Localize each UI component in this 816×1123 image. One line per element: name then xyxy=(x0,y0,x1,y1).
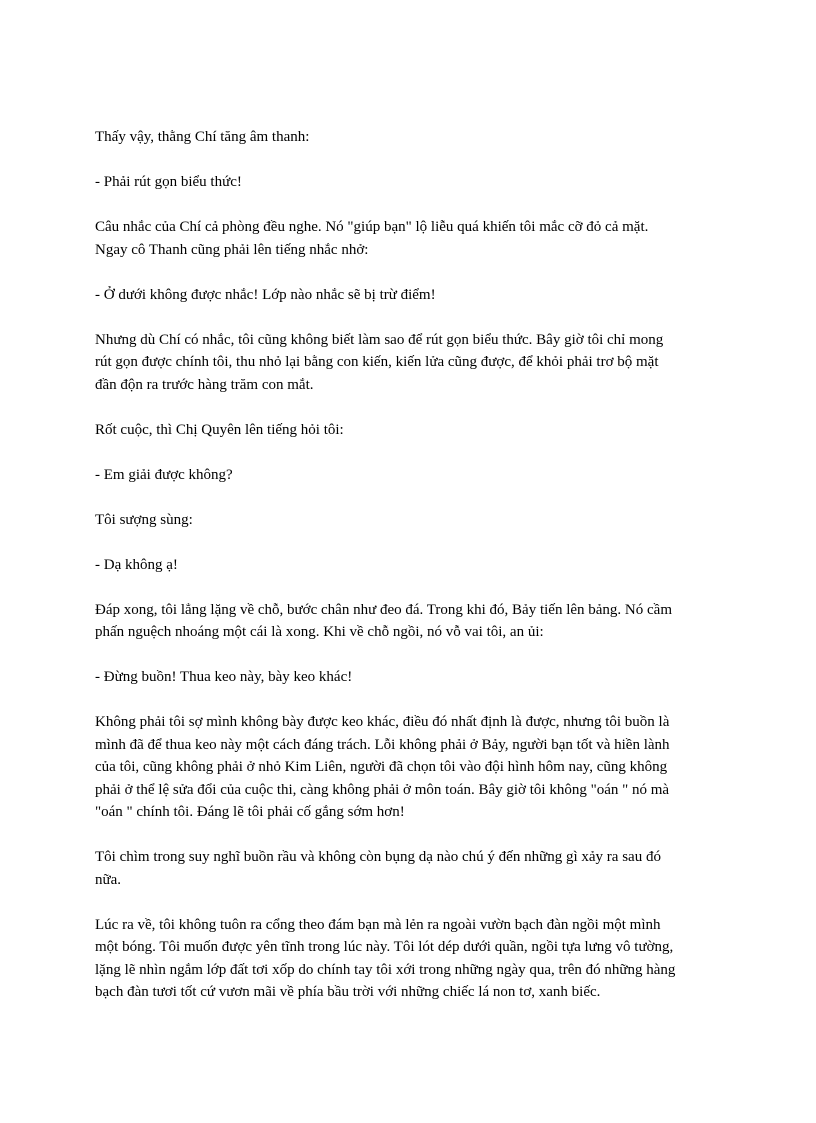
text-line: Tôi sượng sùng: xyxy=(95,511,193,528)
text-line: - Phải rút gọn biểu thức! xyxy=(95,174,242,190)
paragraph xyxy=(95,171,735,194)
text-line: phấn nguệch nhoáng một cái là xong. Khi về chỗ ngồi, nó vỗ vai tôi, an ủi: xyxy=(95,624,544,640)
paragraph xyxy=(95,216,735,261)
text-line: - Ở dưới không được nhắc! Lớp nào nhắc sẽ bị trừ điểm! xyxy=(95,286,436,303)
paragraph xyxy=(95,599,735,644)
text-line: bạch đàn tươi tốt cứ vươn mãi về phía bầu trời với những chiếc lá non tơ, xanh biếc. xyxy=(95,984,601,1000)
paragraph xyxy=(95,464,735,487)
text-line: Nhưng dù Chí có nhắc, tôi cũng không biết làm sao để rút gọn biểu thức. Bây giờ tôi chỉ mong xyxy=(95,331,664,348)
text-line: của tôi, cũng không phải ở nhỏ Kim Liên, người đã chọn tôi vào đội hình hôm nay, cũng không xyxy=(95,759,668,775)
text-line: mình đã để thua keo này một cách đáng trách. Lỗi không phải ở Bảy, người bạn tốt và hiền lành xyxy=(95,736,670,753)
paragraph xyxy=(95,666,735,689)
text-line: Lúc ra về, tôi không tuôn ra cổng theo đám bạn mà lẻn ra ngoài vườn bạch đàn ngồi một mình xyxy=(95,916,661,933)
text-line: Đáp xong, tôi lẳng lặng về chỗ, bước chân như đeo đá. Trong khi đó, Bảy tiến lên bảng. Nó cầm xyxy=(95,601,673,618)
paragraph xyxy=(95,711,735,824)
paragraph xyxy=(95,284,735,307)
paragraph xyxy=(95,846,735,891)
text-line: - Dạ không ạ! xyxy=(95,556,178,573)
paragraph xyxy=(95,329,735,397)
text-line: một bóng. Tôi muốn được yên tĩnh trong lúc này. Tôi lót dép dưới quần, ngồi tựa lưng vô tường, xyxy=(95,939,674,955)
paragraph xyxy=(95,554,735,577)
text-line: rút gọn được chính tôi, thu nhỏ lại bằng con kiến, kiến lửa cũng được, để khỏi phải trơ bộ mặt xyxy=(95,354,659,370)
text-line: - Đừng buồn! Thua keo này, bày keo khác! xyxy=(95,669,353,685)
text-line: Tôi chìm trong suy nghĩ buồn rầu và không còn bụng dạ nào chú ý đến những gì xảy ra sau đó xyxy=(95,849,661,865)
text-line: Câu nhắc của Chí cả phòng đều nghe. Nó "giúp bạn" lộ liễu quá khiến tôi mắc cỡ đỏ cả mặt. xyxy=(95,219,649,235)
paragraph xyxy=(95,509,735,532)
paragraph xyxy=(95,914,735,1004)
document-page xyxy=(95,126,735,1026)
text-line: "oán " chính tôi. Đáng lẽ tôi phải cố gắng sớm hơn! xyxy=(95,804,405,820)
text-line: Rốt cuộc, thì Chị Quyên lên tiếng hỏi tôi: xyxy=(95,421,344,438)
paragraph xyxy=(95,419,735,442)
text-line: nữa. xyxy=(95,871,122,888)
text-line: lặng lẽ nhìn ngắm lớp đất tơi xốp do chính tay tôi xới trong những ngày qua, trên đó những hàng xyxy=(95,961,676,978)
text-line: Thấy vậy, thằng Chí tăng âm thanh: xyxy=(95,129,310,145)
text-line: - Em giải được không? xyxy=(95,466,233,483)
text-line: Ngay cô Thanh cũng phải lên tiếng nhắc nhở: xyxy=(95,241,369,258)
text-line: phải ở thể lệ sửa đổi của cuộc thi, càng không phải ở môn toán. Bây giờ tôi không "oán " nó mà xyxy=(95,781,670,798)
text-line: đần độn ra trước hàng trăm con mắt. xyxy=(95,376,314,393)
text-line: Không phải tôi sợ mình không bày được keo khác, điều đó nhất định là được, nhưng tôi buồn là xyxy=(95,714,670,730)
paragraph xyxy=(95,126,735,149)
